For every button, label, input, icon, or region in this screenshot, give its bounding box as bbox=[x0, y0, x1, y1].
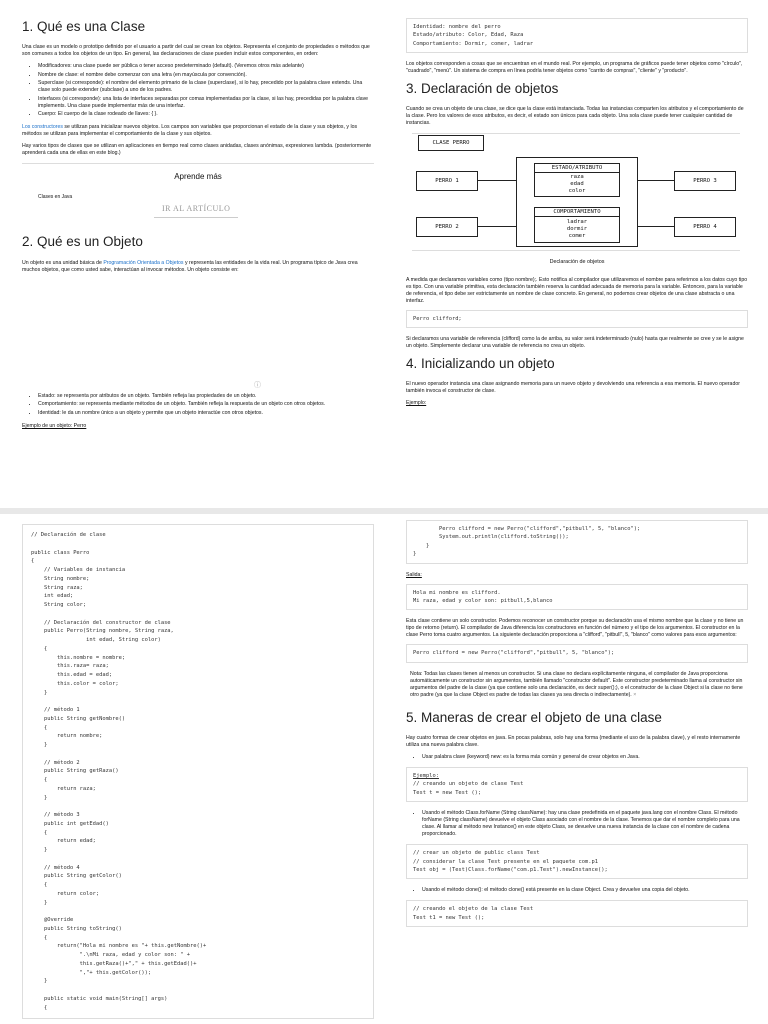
paragraph-constructores bbox=[22, 124, 374, 138]
diagram-box-estado bbox=[534, 163, 620, 197]
diagram-connector bbox=[478, 226, 516, 227]
diagram-comp-title: COMPORTAMIENTO bbox=[535, 208, 619, 217]
heading-que-es-clase: 1. Qué es una Clase bbox=[22, 19, 146, 34]
example-label: Ejemplo: bbox=[413, 773, 439, 780]
code-block-new-perro: Perro clifford = new Perro("clifford","pitbull", 5, "blanco"); bbox=[406, 644, 748, 662]
column-top-right bbox=[406, 14, 748, 504]
ad-info-icon[interactable]: ⓘ bbox=[254, 381, 261, 389]
code-block-perro-clifford: Perro clifford; bbox=[406, 310, 748, 328]
code-block-identidad: Identidad: nombre del perro Estado/atributo: Color, Edad, Raza Comportamiento: Dormir, comer, ladrar bbox=[406, 18, 748, 53]
list-new bbox=[422, 754, 748, 761]
note-text: Nota: Todas las clases tienen al menos un constructor. Si una clase no declara explícitamente ninguna, el compilador de Java proporciona automáticamente un constructor sin argumentos, también llamado "constructor default". Este constructor predeterminado llama al constructor sin argumentos del padre de la clase (ya que contiene solo una declaración, es decir super();), o el constructor de la clase Object si la clase no tiene otro padre (ya que la clase Object es padre de todas las clases ya sea directa o indirectamente). bbox=[410, 670, 743, 698]
list-item: • Cuerpo: El cuerpo de la clase rodeado de llaves: { }. bbox=[38, 111, 374, 118]
ad-slot bbox=[22, 279, 374, 389]
diagram-border bbox=[412, 133, 740, 134]
list-item: • Modificadores: una clase puede ser pública o tener acceso predeterminado (default). (Veremos otros más adelante) bbox=[38, 63, 374, 70]
paragraph-text: y representa las entidades de la vida real. Un programa típico de Java crea muchos objetos, que como usted sabe, interactúan al invocar métodos. Un objeto consiste en: bbox=[22, 259, 358, 273]
diagram-connector bbox=[638, 180, 674, 181]
list-item: • Usar palabra clave (keyword) new: es la forma más común y general de crear objetos en Java. bbox=[422, 754, 748, 761]
diagram-box-perro3: PERRO 3 bbox=[674, 171, 736, 191]
diagram-connector bbox=[638, 226, 674, 227]
paragraph-tipos-clases: Hay varios tipos de clases que se utilizan en aplicaciones en tiempo real como clases anidadas, clases anónimas, expresiones lambda. (posteriormente aprenderá cada una de ellas en este blog.) bbox=[22, 143, 372, 157]
list-item: • Superclase (si corresponde): el nombre del elemento primario de la clase (superclase), si lo hay, precedido por la palabra clave extends. Una clase solo puede extender (subclase) a uno de los padres. bbox=[38, 80, 374, 94]
list-objeto-partes bbox=[38, 393, 374, 417]
list-componentes-clase bbox=[38, 63, 374, 118]
list-forname bbox=[422, 810, 748, 838]
code-block-forname: // crear un objeto de public class Test // considerar la clase Test presente en el paquete com.p1 Test obj = (Test)Class.forName("com.p1.Test").newInstance(); bbox=[406, 844, 748, 879]
page-divider bbox=[0, 508, 768, 514]
paragraph-referencia-nula: Si declaramos una variable de referencia (clifford) como la de arriba, su valor será indeterminado (nulo) hasta que realmente se cree y se le asigne un objeto. Simplemente declarar una variable de referencia no crea un objeto. bbox=[406, 336, 744, 350]
card-title: Aprende más bbox=[174, 172, 222, 182]
column-bottom-right bbox=[406, 520, 748, 1020]
paragraph-text: se utilizan para inicializar nuevos objetos. Los campos son variables que proporcionan el estado de la clase y sus objetos, y los métodos se utilizan para implementar el comportamiento de la clase y sus objetos. bbox=[22, 124, 358, 138]
paragraph-objetos-mundo-real: Los objetos corresponden a cosas que se encuentran en el mundo real. Por ejemplo, un programa de gráficos puede tener objetos como "círculo", "cuadrado", "menú". Un sistema de compra en línea podría tener objetos como "carrito de compras", "cliente" y "producto". bbox=[406, 61, 743, 75]
paragraph-constructor: Esta clase contiene un solo constructor. Podemos reconocer un constructor porque su declaración usa el mismo nombre que la clase y no tiene un tipo de retorno (return). El compilador de Java diferencia los constructores en función del número y el tipo de los argumentos. El constructor en la clase Perro toma cuatro argumentos. La siguiente declaración proporciona a "clifford", "pitbull", 5, "blanco" como valores para esos argumentos: bbox=[406, 618, 744, 639]
diagram-box-clase: CLASE PERRO bbox=[418, 135, 484, 151]
code-block-main: Perro clifford = new Perro("clifford","pitbull", 5, "blanco"); System.out.println(clifford.toString()); } } bbox=[406, 520, 748, 564]
list-item: • Comportamiento: se representa mediante métodos de un objeto. También refleja la respuesta de un objeto con otros objetos. bbox=[38, 401, 374, 408]
diagram-box-perro1: PERRO 1 bbox=[416, 171, 478, 191]
output-label: Salida: bbox=[406, 571, 422, 578]
diagram-estado-items: raza edad color bbox=[568, 174, 586, 195]
diagram-border bbox=[412, 250, 740, 251]
paragraph-objeto-intro bbox=[22, 260, 374, 274]
paragraph-text: Un objeto es una unidad básica de bbox=[22, 259, 104, 266]
diagram-connector bbox=[478, 180, 516, 181]
note-constructor-default bbox=[406, 671, 748, 699]
paragraph-cuatro-formas: Hay cuatro formas de crear objetos en java. En pocas palabras, solo hay una forma (mediante el uso de la palabra clave), y el resto internamente utiliza una nueva palabra clave. bbox=[406, 734, 741, 748]
list-item: • Interfaces (si corresponde): una lista de interfaces separadas por comas implementadas por la clase, si las hay, precedidas por la palabra clave implements. Una clase puede implementar más de una interfaz. bbox=[38, 96, 374, 110]
link-poo[interactable]: Programación Orientada a Objetos bbox=[103, 259, 184, 266]
list-item: • Estado: se representa por atributos de un objeto. También refleja las propiedades de un objeto. bbox=[38, 393, 374, 400]
column-top-left bbox=[22, 14, 374, 504]
related-article-card[interactable] bbox=[22, 163, 374, 223]
paragraph-instanciar: Cuando se crea un objeto de una clase, se dice que la clase está instanciada. Todas las instancias comparten los atributos y el comportamiento de la clase. Pero los valores de esos atributos, es decir, el estado son únicos para cada objeto. Una sola clase puede tener cualquier cantidad de instancias. bbox=[406, 106, 744, 127]
column-bottom-left bbox=[22, 520, 374, 1020]
diagram-caption: Declaración de objetos bbox=[549, 259, 605, 266]
code-block-ejemplo-new bbox=[406, 767, 748, 802]
heading-que-es-objeto: 2. Qué es un Objeto bbox=[22, 234, 143, 250]
code-block-output: Hola mi nombre es clifford. Mi raza, edad y color son: pitbull,5,blanco bbox=[406, 584, 748, 611]
close-icon[interactable]: × bbox=[633, 691, 637, 698]
list-item: • Usando el método clone(): el método clone() está presente en la clase Object. Crea y devuelve una copia del objeto. bbox=[422, 887, 748, 894]
go-to-article-button[interactable]: IR AL ARTÍCULO bbox=[154, 202, 238, 218]
code-block-clone: // creando el objeto de la clase Test Test t1 = new Test (); bbox=[406, 900, 748, 927]
heading-maneras-crear: 5. Maneras de crear el objeto de una clase bbox=[406, 709, 662, 725]
list-item: • Identidad: le da un nombre único a un objeto y permite que un objeto interactúe con otros objetos. bbox=[38, 410, 374, 417]
paragraph-operador-new: El nuevo operador instancia una clase asignando memoria para un nuevo objeto y devolviendo una referencia a esa memoria. El nuevo operador también invoca el constructor de clase. bbox=[406, 381, 740, 395]
list-clone bbox=[422, 887, 748, 894]
example-label: Ejemplo de un objeto: Perro bbox=[22, 422, 87, 429]
diagram-box-comportamiento bbox=[534, 207, 620, 243]
paragraph-declarar-variables: A medida que declaramos variables como (tipo nombre);. Esto notifica al compilador que utilizaremos el nombre para referirnos a los datos cuyo tipo es tipo. Con una variable primitiva, esta declaración también reserva la cantidad adecuada de memoria para la variable. Entonces, para la variable de referencia, el tipo debe ser estrictamente un nombre de clase concreto. En general, no podemos crear objetos de una clase abstracta o una interfaz. bbox=[406, 276, 748, 304]
diagram-comp-items: ladrar dormir comer bbox=[566, 219, 588, 240]
list-item: • Usando el método Class.forName (String className): hay una clase predefinida en el paquete java.lang con el nombre Class. El método forName (String className) devuelve el objeto Class asociado con el nombre de la clase. Tenemos que dar el nombre completo para una clase. Al llamar al método new Instance() en este objeto Class, se devuelve una nueva instancia de la clase con el nombre de cadena proporcionado. bbox=[422, 810, 748, 838]
diagram-clase-perro bbox=[412, 133, 740, 251]
diagram-box-perro2: PERRO 2 bbox=[416, 217, 478, 237]
heading-declaracion-objetos: 3. Declaración de objetos bbox=[406, 81, 559, 97]
heading-inicializando: 4. Inicializando un objeto bbox=[406, 356, 555, 372]
diagram-estado-title: ESTADO/ATRIBUTO bbox=[535, 164, 619, 173]
list-item: • Nombre de clase: el nombre debe comenzar con una letra (en mayúscula por convención). bbox=[38, 72, 374, 79]
link-constructores[interactable]: Los constructores bbox=[22, 124, 63, 131]
paragraph-clase-intro: Una clase es un modelo o prototipo definido por el usuario a partir del cual se crean los objetos. Representa el conjunto de propiedades o métodos que son comunes a todos los objetos de un tipo. En general, las declaraciones de clase pueden incluir estos componentes, en orden: bbox=[22, 44, 370, 58]
code-block-clase-perro: // Declaración de clase public class Perro { // Variables de instancia String nombre; String raza; int edad; String color; // Declaración del constructor de clase public Perro(String nombre, String raza, int edad, String color) { this.nombre = nombre; this.raza= raza; this.edad = edad; this.color = color; } // método 1 public String getNombre() { return nombre; } // método 2 public String getRaza() { return raza; } // método 3 public int getEdad() { return edad; } // método 4 public String getColor() { return color; } @Override public String toString() { return("Hola mi nombre es "+ this.getNombre()+ ".\nMi raza, edad y color son: " + this.getRaza()+"," + this.getEdad()+ ","+ this.getColor()); } public static void main(String[] args) { bbox=[22, 524, 374, 1019]
diagram-box-perro4: PERRO 4 bbox=[674, 217, 736, 237]
example-label: Ejemplo: bbox=[406, 400, 427, 407]
card-label: Clases en Java bbox=[38, 194, 73, 201]
code-text: // creando un objeto de clase Test Test t = new Test (); bbox=[413, 781, 524, 796]
